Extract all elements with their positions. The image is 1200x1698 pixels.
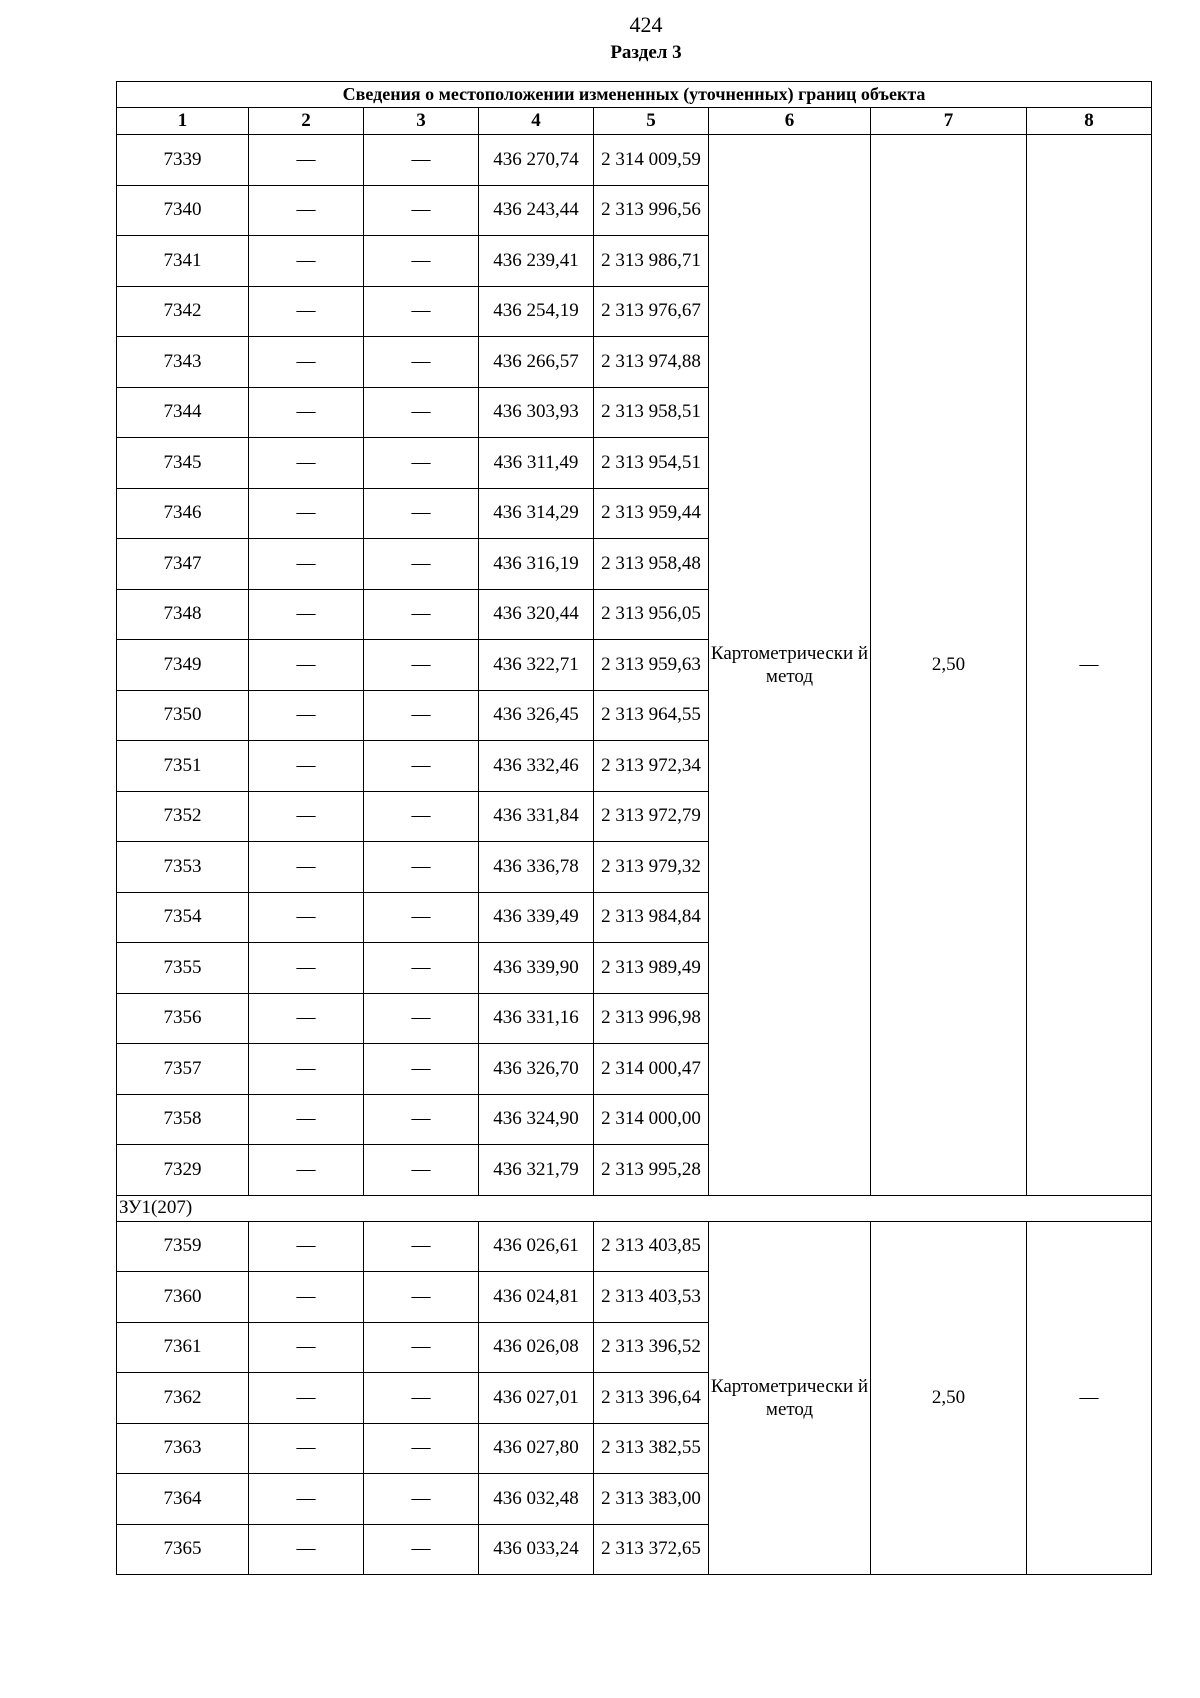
- column-3-cell: —: [364, 1094, 479, 1145]
- column-2-cell: —: [249, 640, 364, 691]
- column-2-cell: —: [249, 236, 364, 287]
- table-body: [117, 82, 1152, 1575]
- y-coordinate-cell: 2 313 989,49: [594, 943, 709, 994]
- column-2-cell: —: [249, 337, 364, 388]
- table-header-row: [117, 108, 1152, 135]
- point-number-cell: 7362: [117, 1373, 249, 1424]
- table-title-row: [117, 82, 1152, 108]
- column-3-cell: —: [364, 589, 479, 640]
- x-coordinate-cell: 436 027,01: [479, 1373, 594, 1424]
- table-row: [117, 135, 1152, 186]
- column-3-cell: —: [364, 1373, 479, 1424]
- point-number-cell: 7339: [117, 135, 249, 186]
- y-coordinate-cell: 2 313 956,05: [594, 589, 709, 640]
- x-coordinate-cell: 436 324,90: [479, 1094, 594, 1145]
- column-3-cell: —: [364, 1474, 479, 1525]
- column-header: 3: [364, 108, 479, 135]
- y-coordinate-cell: 2 314 009,59: [594, 135, 709, 186]
- column-header: 6: [709, 108, 871, 135]
- section-title: Раздел 3: [610, 42, 682, 63]
- group-label-row: [117, 1195, 1152, 1221]
- x-coordinate-cell: 436 239,41: [479, 236, 594, 287]
- column-3-cell: —: [364, 640, 479, 691]
- column-3-cell: —: [364, 1322, 479, 1373]
- column-3-cell: —: [364, 1044, 479, 1095]
- x-coordinate-cell: 436 331,84: [479, 791, 594, 842]
- column-2-cell: —: [249, 1423, 364, 1474]
- point-number-cell: 7350: [117, 690, 249, 741]
- column-8-cell: —: [1027, 135, 1152, 1196]
- x-coordinate-cell: 436 266,57: [479, 337, 594, 388]
- column-2-cell: —: [249, 1145, 364, 1196]
- column-header: 5: [594, 108, 709, 135]
- column-2-cell: —: [249, 1322, 364, 1373]
- y-coordinate-cell: 2 313 383,00: [594, 1474, 709, 1525]
- column-2-cell: —: [249, 1094, 364, 1145]
- x-coordinate-cell: 436 024,81: [479, 1272, 594, 1323]
- point-number-cell: 7346: [117, 488, 249, 539]
- column-3-cell: —: [364, 842, 479, 893]
- column-3-cell: —: [364, 943, 479, 994]
- x-coordinate-cell: 436 311,49: [479, 438, 594, 489]
- x-coordinate-cell: 436 270,74: [479, 135, 594, 186]
- y-coordinate-cell: 2 313 979,32: [594, 842, 709, 893]
- x-coordinate-cell: 436 326,45: [479, 690, 594, 741]
- point-number-cell: 7355: [117, 943, 249, 994]
- y-coordinate-cell: 2 313 959,44: [594, 488, 709, 539]
- y-coordinate-cell: 2 313 976,67: [594, 286, 709, 337]
- x-coordinate-cell: 436 314,29: [479, 488, 594, 539]
- column-2-cell: —: [249, 488, 364, 539]
- point-number-cell: 7352: [117, 791, 249, 842]
- point-number-cell: 7351: [117, 741, 249, 792]
- x-coordinate-cell: 436 321,79: [479, 1145, 594, 1196]
- y-coordinate-cell: 2 313 995,28: [594, 1145, 709, 1196]
- x-coordinate-cell: 436 026,61: [479, 1221, 594, 1272]
- column-2-cell: —: [249, 185, 364, 236]
- column-3-cell: —: [364, 1272, 479, 1323]
- y-coordinate-cell: 2 313 984,84: [594, 892, 709, 943]
- x-coordinate-cell: 436 032,48: [479, 1474, 594, 1525]
- table-title: Сведения о местоположении измененных (уточненных) границ объекта: [117, 82, 1152, 108]
- x-coordinate-cell: 436 033,24: [479, 1524, 594, 1575]
- column-header: 2: [249, 108, 364, 135]
- point-number-cell: 7341: [117, 236, 249, 287]
- x-coordinate-cell: 436 254,19: [479, 286, 594, 337]
- point-number-cell: 7358: [117, 1094, 249, 1145]
- column-2-cell: —: [249, 1474, 364, 1525]
- point-number-cell: 7357: [117, 1044, 249, 1095]
- accuracy-cell: 2,50: [871, 135, 1027, 1196]
- column-3-cell: —: [364, 1524, 479, 1575]
- point-number-cell: 7329: [117, 1145, 249, 1196]
- x-coordinate-cell: 436 303,93: [479, 387, 594, 438]
- y-coordinate-cell: 2 313 396,52: [594, 1322, 709, 1373]
- y-coordinate-cell: 2 313 403,53: [594, 1272, 709, 1323]
- column-3-cell: —: [364, 741, 479, 792]
- column-header: 7: [871, 108, 1027, 135]
- column-3-cell: —: [364, 387, 479, 438]
- column-3-cell: —: [364, 1145, 479, 1196]
- x-coordinate-cell: 436 339,49: [479, 892, 594, 943]
- x-coordinate-cell: 436 322,71: [479, 640, 594, 691]
- point-number-cell: 7353: [117, 842, 249, 893]
- y-coordinate-cell: 2 313 972,79: [594, 791, 709, 842]
- column-2-cell: —: [249, 791, 364, 842]
- point-number-cell: 7359: [117, 1221, 249, 1272]
- x-coordinate-cell: 436 026,08: [479, 1322, 594, 1373]
- column-3-cell: —: [364, 1423, 479, 1474]
- column-2-cell: —: [249, 1044, 364, 1095]
- column-2-cell: —: [249, 993, 364, 1044]
- column-2-cell: —: [249, 1272, 364, 1323]
- column-3-cell: —: [364, 791, 479, 842]
- y-coordinate-cell: 2 313 972,34: [594, 741, 709, 792]
- point-number-cell: 7342: [117, 286, 249, 337]
- point-number-cell: 7347: [117, 539, 249, 590]
- point-number-cell: 7340: [117, 185, 249, 236]
- point-number-cell: 7344: [117, 387, 249, 438]
- x-coordinate-cell: 436 326,70: [479, 1044, 594, 1095]
- column-3-cell: —: [364, 488, 479, 539]
- column-3-cell: —: [364, 438, 479, 489]
- column-3-cell: —: [364, 185, 479, 236]
- method-cell: Картометрически й метод: [709, 135, 871, 1196]
- y-coordinate-cell: 2 313 372,65: [594, 1524, 709, 1575]
- y-coordinate-cell: 2 313 996,98: [594, 993, 709, 1044]
- x-coordinate-cell: 436 243,44: [479, 185, 594, 236]
- x-coordinate-cell: 436 320,44: [479, 589, 594, 640]
- point-number-cell: 7361: [117, 1322, 249, 1373]
- y-coordinate-cell: 2 313 396,64: [594, 1373, 709, 1424]
- column-3-cell: —: [364, 690, 479, 741]
- page-number: 424: [629, 12, 663, 37]
- column-header: 8: [1027, 108, 1152, 135]
- column-header: 1: [117, 108, 249, 135]
- column-3-cell: —: [364, 135, 479, 186]
- x-coordinate-cell: 436 331,16: [479, 993, 594, 1044]
- point-number-cell: 7345: [117, 438, 249, 489]
- column-3-cell: —: [364, 286, 479, 337]
- group-label: ЗУ1(207): [117, 1195, 1152, 1221]
- x-coordinate-cell: 436 339,90: [479, 943, 594, 994]
- point-number-cell: 7349: [117, 640, 249, 691]
- column-2-cell: —: [249, 539, 364, 590]
- column-2-cell: —: [249, 943, 364, 994]
- column-3-cell: —: [364, 337, 479, 388]
- accuracy-cell: 2,50: [871, 1221, 1027, 1575]
- point-number-cell: 7365: [117, 1524, 249, 1575]
- y-coordinate-cell: 2 313 958,51: [594, 387, 709, 438]
- column-2-cell: —: [249, 286, 364, 337]
- point-number-cell: 7364: [117, 1474, 249, 1525]
- column-2-cell: —: [249, 135, 364, 186]
- y-coordinate-cell: 2 313 382,55: [594, 1423, 709, 1474]
- column-header: 4: [479, 108, 594, 135]
- x-coordinate-cell: 436 316,19: [479, 539, 594, 590]
- x-coordinate-cell: 436 332,46: [479, 741, 594, 792]
- point-number-cell: 7348: [117, 589, 249, 640]
- y-coordinate-cell: 2 313 964,55: [594, 690, 709, 741]
- y-coordinate-cell: 2 313 974,88: [594, 337, 709, 388]
- column-2-cell: —: [249, 690, 364, 741]
- point-number-cell: 7360: [117, 1272, 249, 1323]
- y-coordinate-cell: 2 313 986,71: [594, 236, 709, 287]
- column-2-cell: —: [249, 1221, 364, 1272]
- column-2-cell: —: [249, 438, 364, 489]
- method-cell: Картометрически й метод: [709, 1221, 871, 1575]
- y-coordinate-cell: 2 313 954,51: [594, 438, 709, 489]
- column-3-cell: —: [364, 892, 479, 943]
- x-coordinate-cell: 436 336,78: [479, 842, 594, 893]
- y-coordinate-cell: 2 313 958,48: [594, 539, 709, 590]
- table-row: [117, 1221, 1152, 1272]
- column-3-cell: —: [364, 1221, 479, 1272]
- column-2-cell: —: [249, 892, 364, 943]
- column-2-cell: —: [249, 1373, 364, 1424]
- point-number-cell: 7356: [117, 993, 249, 1044]
- point-number-cell: 7354: [117, 892, 249, 943]
- column-3-cell: —: [364, 236, 479, 287]
- column-8-cell: —: [1027, 1221, 1152, 1575]
- column-2-cell: —: [249, 387, 364, 438]
- point-number-cell: 7343: [117, 337, 249, 388]
- column-2-cell: —: [249, 842, 364, 893]
- column-2-cell: —: [249, 1524, 364, 1575]
- x-coordinate-cell: 436 027,80: [479, 1423, 594, 1474]
- column-3-cell: —: [364, 539, 479, 590]
- coordinates-table: [116, 81, 1152, 1575]
- column-3-cell: —: [364, 993, 479, 1044]
- y-coordinate-cell: 2 313 959,63: [594, 640, 709, 691]
- column-2-cell: —: [249, 589, 364, 640]
- point-number-cell: 7363: [117, 1423, 249, 1474]
- column-2-cell: —: [249, 741, 364, 792]
- y-coordinate-cell: 2 313 403,85: [594, 1221, 709, 1272]
- y-coordinate-cell: 2 313 996,56: [594, 185, 709, 236]
- y-coordinate-cell: 2 314 000,47: [594, 1044, 709, 1095]
- y-coordinate-cell: 2 314 000,00: [594, 1094, 709, 1145]
